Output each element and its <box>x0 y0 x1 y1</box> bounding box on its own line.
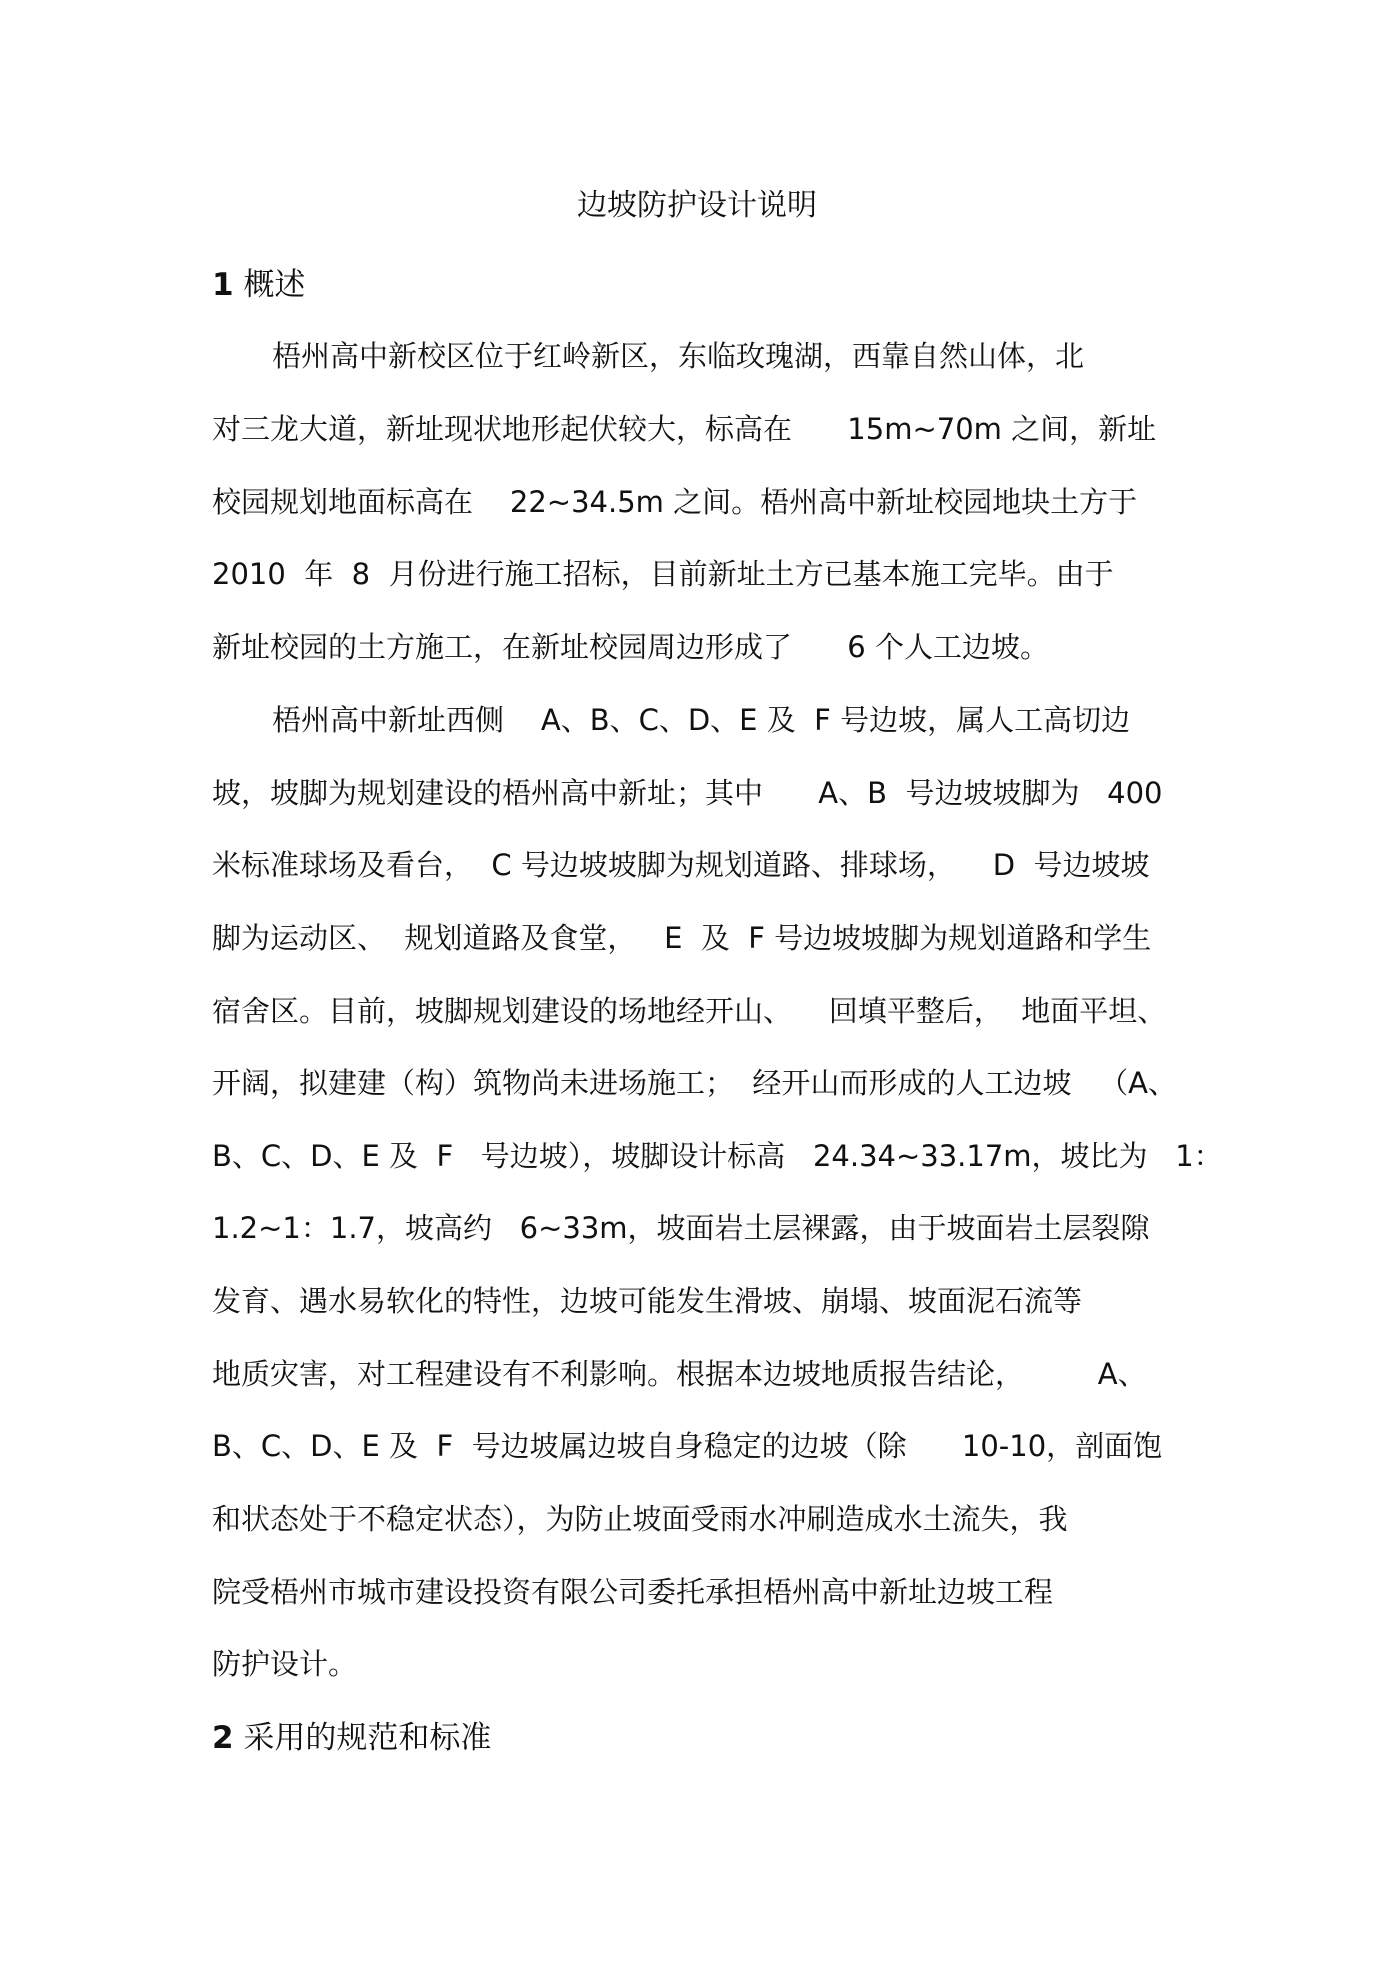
paragraph-2-line-14: 防护设计。 <box>212 1647 358 1681</box>
paragraph-2-line-13: 院受梧州市城市建设投资有限公司委托承担梧州高中新址边坡工程 <box>212 1575 1054 1609</box>
paragraph-1-line-1: 梧州高中新校区位于红岭新区，东临玫瑰湖，西靠自然山体，北 <box>272 339 1085 373</box>
paragraph-1-line-4: 2010 年 8 月份进行施工招标，目前新址土方已基本施工完毕。由于 <box>212 557 1114 591</box>
section-1-number: 1 <box>212 267 234 303</box>
paragraph-2-line-4: 脚为运动区、 规划道路及食堂， E 及 F 号边坡坡脚为规划道路和学生 <box>212 921 1152 955</box>
paragraph-2-line-8: 1.2~1：1.7，坡高约 6~33m，坡面岩土层裸露，由于坡面岩土层裂隙 <box>212 1211 1150 1245</box>
paragraph-2-line-10: 地质灾害，对工程建设有不利影响。根据本边坡地质报告结论， A、 <box>212 1357 1147 1391</box>
paragraph-2-line-11: B、C、D、E 及 F 号边坡属边坡自身稳定的边坡（除 10-10，剖面饱 <box>212 1429 1163 1463</box>
section-2-heading <box>212 1718 491 1758</box>
section-2-number: 2 <box>212 1720 234 1756</box>
document-title: 边坡防护设计说明 <box>577 188 817 223</box>
section-2-title: 采用的规范和标准 <box>243 1720 492 1756</box>
paragraph-2-line-1: 梧州高中新址西侧 A、B、C、D、E 及 F 号边坡，属人工高切边 <box>272 703 1131 737</box>
paragraph-1-line-5: 新址校园的土方施工，在新址校园周边形成了 6 个人工边坡。 <box>212 630 1049 664</box>
paragraph-2-line-5: 宿舍区。目前，坡脚规划建设的场地经开山、 回填平整后， 地面平坦、 <box>212 994 1167 1028</box>
section-1-heading <box>212 265 305 305</box>
paragraph-1-line-2: 对三龙大道，新址现状地形起伏较大，标高在 15m~70m 之间，新址 <box>212 412 1157 446</box>
paragraph-2-line-7: B、C、D、E 及 F 号边坡），坡脚设计标高 24.34~33.17m，坡比为 1： <box>212 1139 1223 1173</box>
paragraph-2-line-3: 米标准球场及看台， C 号边坡坡脚为规划道路、排球场， D 号边坡坡 <box>212 848 1150 882</box>
paragraph-2-line-9: 发育、遇水易软化的特性，边坡可能发生滑坡、崩塌、坡面泥石流等 <box>212 1284 1083 1318</box>
paragraph-2-line-12: 和状态处于不稳定状态），为防止坡面受雨水冲刷造成水土流失，我 <box>212 1502 1068 1536</box>
paragraph-2-line-2: 坡，坡脚为规划建设的梧州高中新址；其中 A、B 号边坡坡脚为 400 <box>212 776 1163 810</box>
paragraph-2-line-6: 开阔，拟建建（构）筑物尚未进场施工； 经开山而形成的人工边坡 （A、 <box>212 1066 1177 1100</box>
section-1-title: 概述 <box>243 267 306 303</box>
paragraph-1-line-3: 校园规划地面标高在 22~34.5m 之间。梧州高中新址校园地块土方于 <box>212 485 1138 519</box>
